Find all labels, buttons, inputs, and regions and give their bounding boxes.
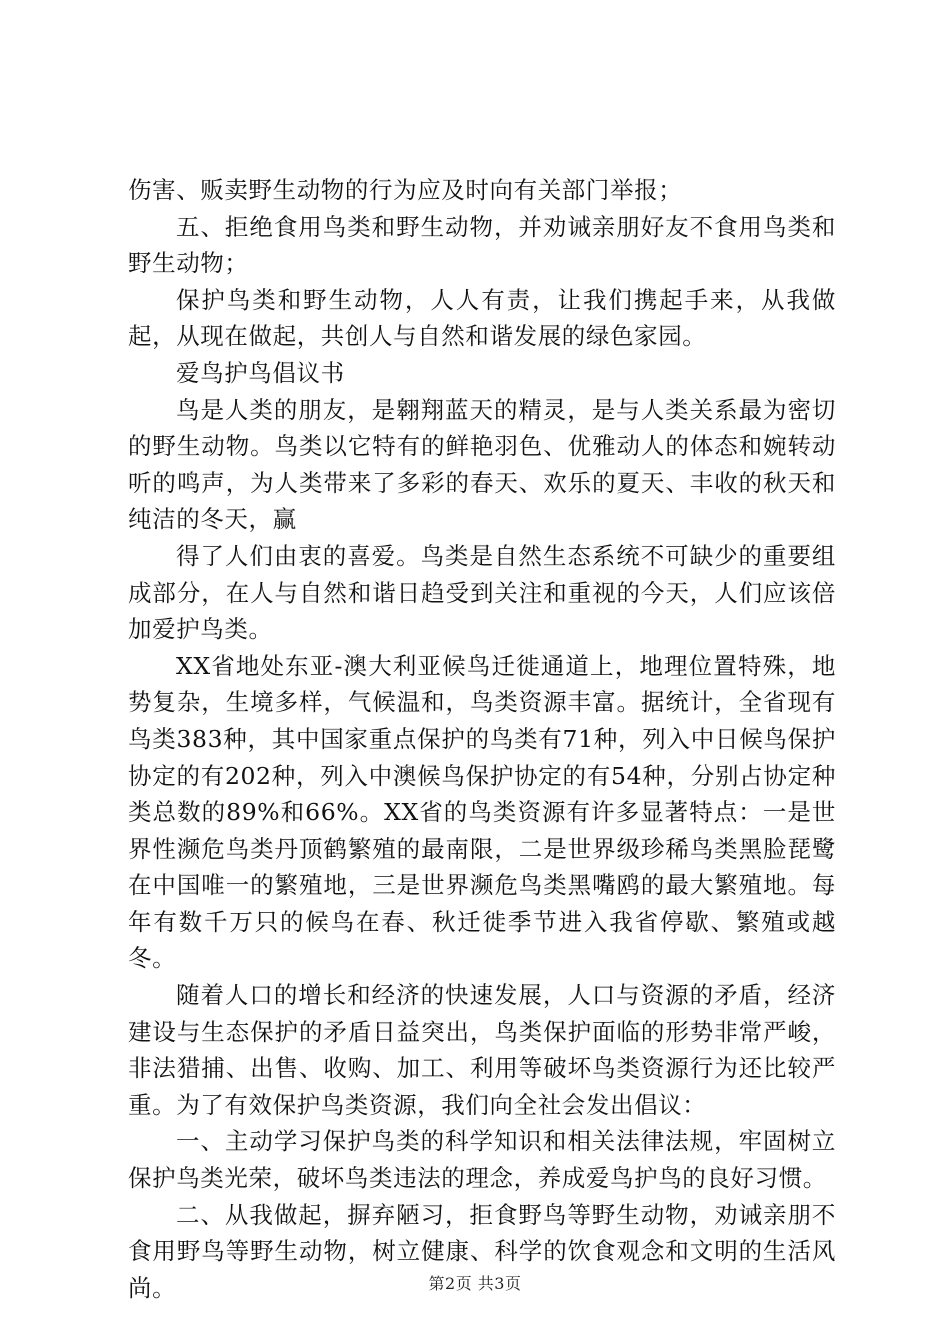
paragraph-item-five: 五、拒绝食用鸟类和野生动物，并劝诫亲朋好友不食用鸟类和野生动物；: [128, 212, 836, 278]
document-body: [128, 172, 836, 1306]
page-number-footer: 第2页 共3页: [428, 1274, 522, 1293]
paragraph-intro: 鸟是人类的朋友，是翱翔蓝天的精灵，是与人类关系最为密切的野生动物。鸟类以它特有的鲜艳羽色、优雅动人的体态和婉转动听的鸣声，为人类带来了多彩的春天、欢乐的夏天、丰收的秋天和纯洁的冬天，赢: [128, 395, 836, 534]
paragraph-province-facts: XX省地处东亚-澳大利亚候鸟迁徙通道上，地理位置特殊，地势复杂，生境多样，气候温和，鸟类资源丰富。据统计，全省现有鸟类383种，其中国家重点保护的鸟类有71种，列入中日候鸟保护协定的有202种，列入中澳候鸟保护协定的有54种，分别占协定种类总数的89%和66%。XX省的鸟类资源有许多显著特点：一是世界性濒危鸟类丹顶鹤繁殖的最南限，二是世界级珍稀鸟类黑脸琵鹭在中国唯一的繁殖地，三是世界濒危鸟类黑嘴鸥的最大繁殖地。每年有数千万只的候鸟在春、秋迁徙季节进入我省停歇、繁殖或越冬。: [128, 651, 836, 973]
paragraph-continuation: 伤害、贩卖野生动物的行为应及时向有关部门举报；: [128, 176, 683, 204]
paragraph-intro-continued: 得了人们由衷的喜爱。鸟类是自然生态系统不可缺少的重要组成部分，在人与自然和谐日趋受到关注和重视的今天，人们应该倍加爱护鸟类。: [128, 541, 836, 644]
paragraph-item-one: 一、主动学习保护鸟类的科学知识和相关法律法规，牢固树立保护鸟类光荣，破坏鸟类违法的理念，养成爱鸟护鸟的良好习惯。: [128, 1127, 836, 1193]
paragraph-item-two: 二、从我做起，摒弃陋习，拒食野鸟等野生动物，劝诫亲朋不食用野鸟等野生动物，树立健康、科学的饮食观念和文明的生活风尚。: [128, 1200, 836, 1302]
paragraph-closing: 保护鸟类和野生动物，人人有责，让我们携起手来，从我做起，从现在做起，共创人与自然和谐发展的绿色家园。: [128, 285, 836, 351]
section-heading: 爱鸟护鸟倡议书: [176, 358, 345, 387]
paragraph-situation: 随着人口的增长和经济的快速发展，人口与资源的矛盾，经济建设与生态保护的矛盾日益突出，鸟类保护面临的形势非常严峻，非法猎捕、出售、收购、加工、利用等破坏鸟类资源行为还比较严重。为了有效保护鸟类资源，我们向全社会发出倡议：: [128, 981, 836, 1119]
